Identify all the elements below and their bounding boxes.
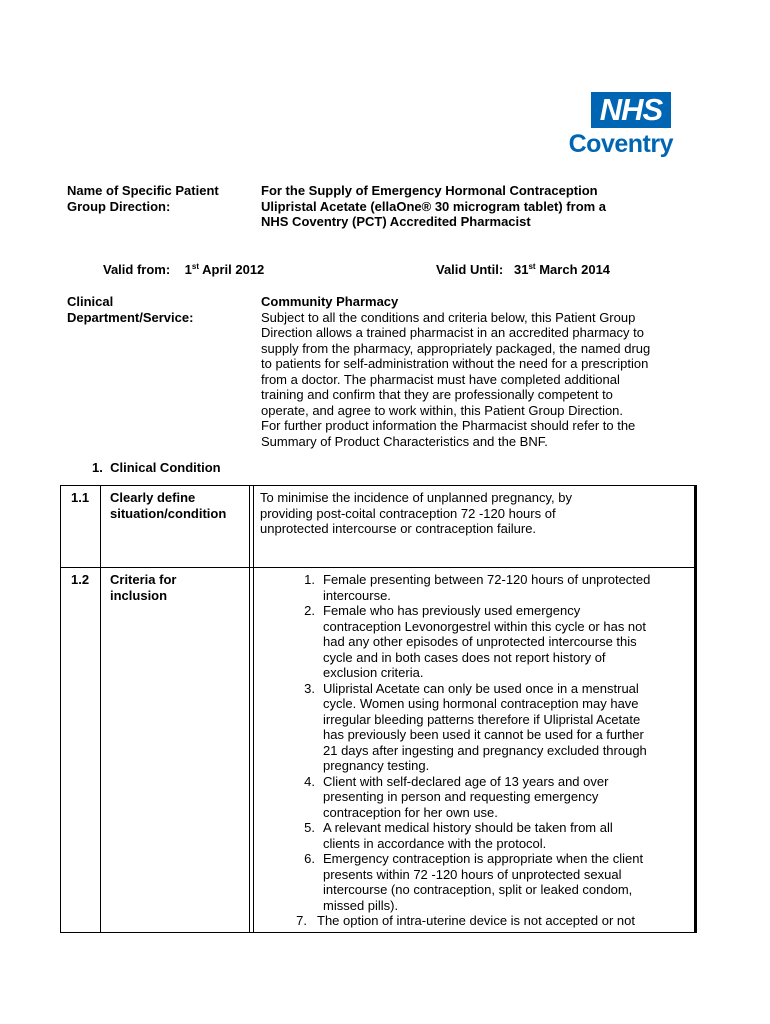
criteria-list [253, 572, 693, 929]
row-label: Criteria for inclusion [110, 572, 177, 603]
department-body: Community Pharmacy Subject to all the conditions and criteria below, this Patient Group Direction allows a trained pharmacist in an accredited pharmacy to supply from the pharmacy, appropriately packaged, the named drug to patients for self-administration without the need for a prescription from a doctor. The pharmacist must have completed additional training and confirm that they are professionally competent to operate, and agree to work within, this Patient Group Direction. For further product information the Pharmacist should refer to the Summary of Product Characteristics and the BNF. [261, 294, 701, 449]
organisation-name: Coventry [568, 130, 673, 158]
column-divider [100, 485, 101, 933]
list-item: 5. A relevant medical history should be taken from all clients in accordance with the protocol. [304, 820, 613, 851]
table-border-bottom [60, 932, 697, 933]
valid-from: Valid from: 1st April 2012 [103, 262, 265, 277]
clinical-condition-table [60, 485, 697, 933]
department-title: Community Pharmacy [261, 294, 399, 309]
list-item: 2. Female who has previously used emergency contraception Levonorgestrel within this cycle or has not had any other episodes of unprotected intercourse this cycle and in both cases does not report history of exclusion criteria. [304, 603, 647, 680]
department-label: Clinical Department/Service: [67, 294, 194, 325]
row-number: 1.1 [71, 490, 90, 505]
nhs-coventry-logo [555, 92, 673, 160]
list-item: 4. Client with self-declared age of 13 years and over presenting in person and requesting emergency contraception for her own use. [304, 773, 609, 820]
pgd-name-label: Name of Specific Patient Group Direction: [67, 183, 219, 214]
table-border-right [694, 485, 697, 933]
row-label: Clearly define situation/condition [110, 490, 227, 521]
row-divider [60, 567, 697, 568]
valid-until: Valid Until: 31st March 2014 [436, 262, 611, 277]
list-item: 3. Ulipristal Acetate can only be used once in a menstrual cycle. Women using hormonal contraception may have irregular bleeding patterns therefore if Ulipristal Acetate has previously been used it cannot be used for a further 21 days after ingesting and pregnancy excluded through pregnancy testing. [304, 680, 647, 773]
inclusion-criteria [253, 572, 693, 929]
nhs-logo-mark: NHS [591, 92, 671, 128]
table-border-top [60, 485, 697, 486]
row-number: 1.2 [71, 572, 90, 587]
column-divider [249, 485, 250, 933]
row-content: To minimise the incidence of unplanned pregnancy, by providing post-coital contraception 72 -120 hours of unprotected intercourse or contraception failure. [260, 490, 572, 536]
section-heading: 1. Clinical Condition [92, 460, 221, 475]
table-border-left [60, 485, 61, 933]
list-item: 1. Female presenting between 72-120 hours of unprotected intercourse. [304, 572, 651, 603]
list-item: 7. The option of intra-uterine device is not accepted or not [296, 913, 635, 928]
pgd-title: For the Supply of Emergency Hormonal Contraception Ulipristal Acetate (ellaOne® 30 microgram tablet) from a NHS Coventry (PCT) Accredited Pharmacist [261, 183, 607, 229]
list-item: 6. Emergency contraception is appropriate when the client presents within 72 -120 hours of unprotected sexual intercourse (no contraception, split or leaked condom, missed pills). [304, 851, 644, 913]
